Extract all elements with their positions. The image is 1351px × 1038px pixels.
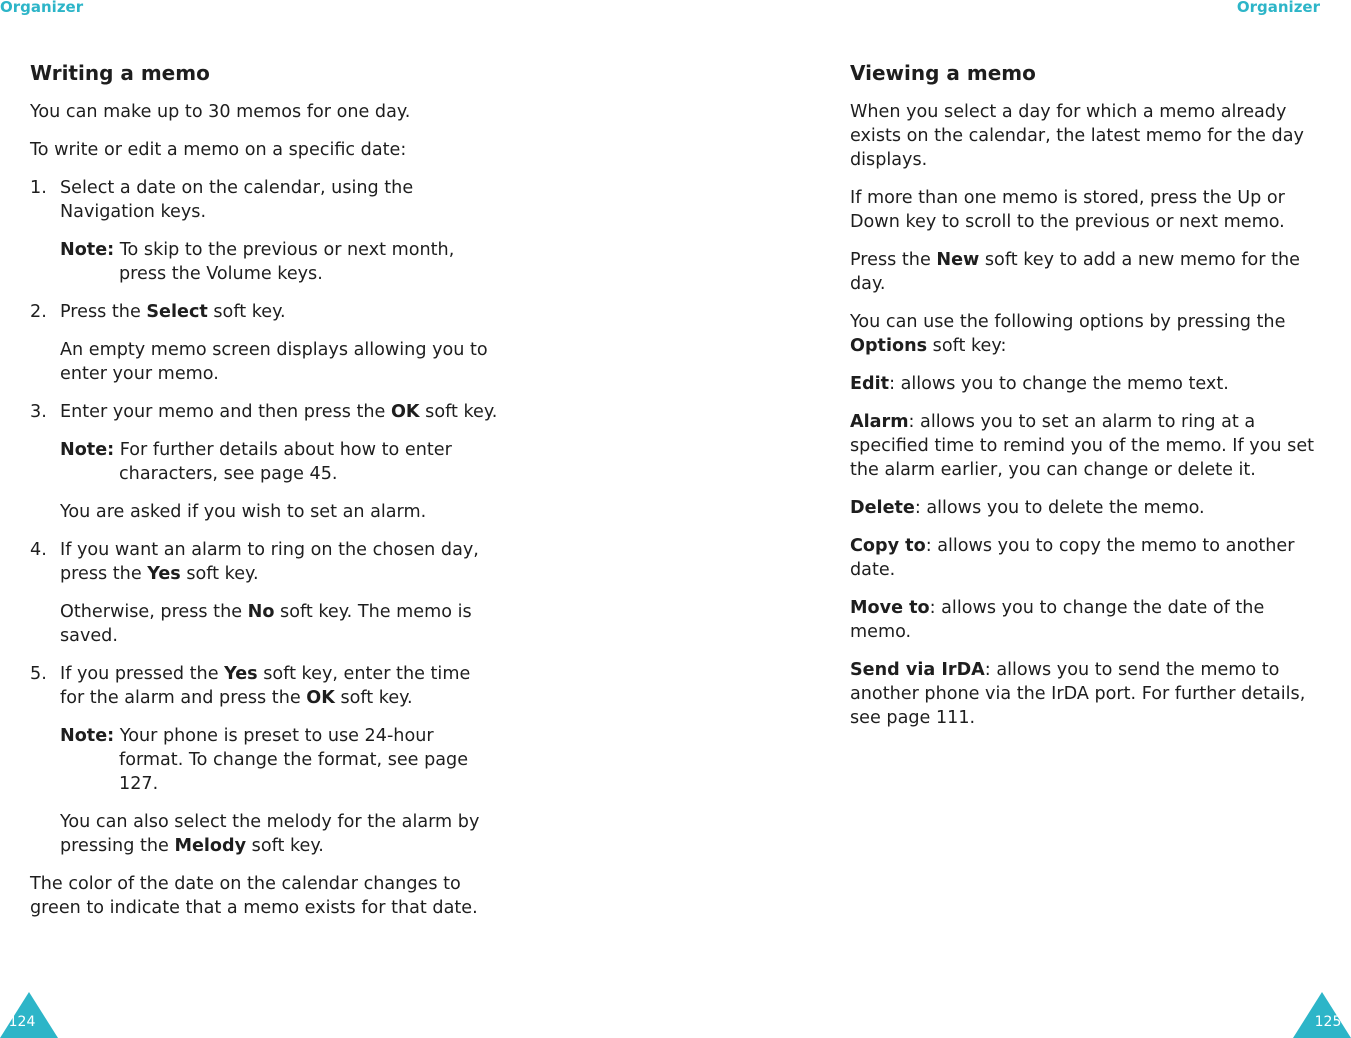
paragraph: If more than one memo is stored, press the Up or Down key to scroll to the previous or next memo. (850, 188, 1285, 232)
option-item (850, 658, 1320, 730)
softkey-label: Select (146, 302, 208, 322)
step-3 (30, 400, 500, 424)
running-head: Organizer (1236, 0, 1320, 16)
paragraph: When you select a day for which a memo already exists on the calendar, the latest memo for the day displays. (850, 102, 1304, 170)
steps-list (30, 176, 500, 858)
step-followup: You are asked if you wish to set an alarm. (60, 502, 427, 522)
step-number: 1. (30, 178, 47, 198)
right-page (675, 0, 1351, 1038)
left-page (0, 0, 675, 1038)
section-title: Viewing a memo (850, 61, 1036, 85)
note (30, 724, 500, 796)
step-followup: You can also select the melody for the alarm by pressing the Melody soft key. (60, 812, 480, 856)
option-desc: : allows you to delete the memo. (914, 498, 1205, 518)
option-term: Move to (850, 598, 930, 618)
option-item (850, 372, 1320, 396)
step-2 (30, 300, 500, 324)
section-title: Writing a memo (30, 61, 210, 85)
option-desc: : allows you to change the memo text. (889, 374, 1229, 394)
step-number: 4. (30, 540, 47, 560)
softkey-label: Options (850, 336, 928, 356)
step-text: If you pressed the Yes soft key, enter the time for the alarm and press the OK soft key. (60, 664, 471, 708)
softkey-label: Melody (174, 836, 247, 856)
note-text: For further details about how to enter characters, see page 45. (114, 440, 452, 484)
option-term: Alarm (850, 412, 909, 432)
closing-paragraph: The color of the date on the calendar changes to green to indicate that a memo exists for that date. (30, 874, 478, 918)
intro-paragraph: You can make up to 30 memos for one day. (30, 102, 411, 122)
step-followup: Otherwise, press the No soft key. The memo is saved. (60, 602, 472, 646)
step-number: 5. (30, 664, 47, 684)
softkey-label: Yes (147, 564, 181, 584)
step-5 (30, 662, 500, 710)
note (30, 438, 500, 486)
option-desc: : allows you to copy the memo to another date. (850, 536, 1295, 580)
softkey-label: OK (306, 688, 335, 708)
step-number: 3. (30, 402, 47, 422)
options-list (850, 372, 1320, 730)
option-item (850, 410, 1320, 482)
option-item (850, 496, 1320, 520)
option-desc: : allows you to set an alarm to ring at a specified time to remind you of the memo. If you set the alarm earlier, you can change or delete it. (850, 412, 1315, 480)
left-content (30, 60, 500, 934)
paragraph: Press the New soft key to add a new memo for the day. (850, 250, 1300, 294)
option-item (850, 534, 1320, 582)
lead-paragraph: To write or edit a memo on a specific date: (30, 140, 407, 160)
option-term: Send via IrDA (850, 660, 985, 680)
step-followup: An empty memo screen displays allowing you to enter your memo. (60, 340, 488, 384)
option-desc: : allows you to send the memo to another phone via the IrDA port. For further details, see page 111. (850, 660, 1306, 728)
softkey-label: No (247, 602, 275, 622)
note (30, 238, 500, 286)
option-item (850, 596, 1320, 644)
softkey-label: New (936, 250, 980, 270)
step-text: Select a date on the calendar, using the Navigation keys. (60, 178, 414, 222)
page-number: 125 (1314, 1014, 1342, 1030)
note-label: Note: (60, 726, 115, 746)
option-term: Delete (850, 498, 915, 518)
step-text: Press the Select soft key. (60, 302, 286, 322)
option-term: Copy to (850, 536, 926, 556)
softkey-label: Yes (224, 664, 258, 684)
option-term: Edit (850, 374, 890, 394)
note-text: Your phone is preset to use 24-hour format. To change the format, see page 127. (114, 726, 469, 794)
right-content (850, 60, 1320, 744)
running-head: Organizer (0, 0, 84, 16)
note-label: Note: (60, 240, 115, 260)
step-number: 2. (30, 302, 47, 322)
step-1 (30, 176, 500, 224)
note-text: To skip to the previous or next month, press the Volume keys. (114, 240, 455, 284)
option-desc: : allows you to change the date of the memo. (850, 598, 1265, 642)
step-text: Enter your memo and then press the OK soft key. (60, 402, 498, 422)
step-text: If you want an alarm to ring on the chosen day, press the Yes soft key. (60, 540, 479, 584)
note-label: Note: (60, 440, 115, 460)
softkey-label: OK (390, 402, 420, 422)
paragraph: You can use the following options by pressing the Options soft key: (850, 312, 1286, 356)
step-4 (30, 538, 500, 586)
page-number: 124 (8, 1014, 36, 1030)
